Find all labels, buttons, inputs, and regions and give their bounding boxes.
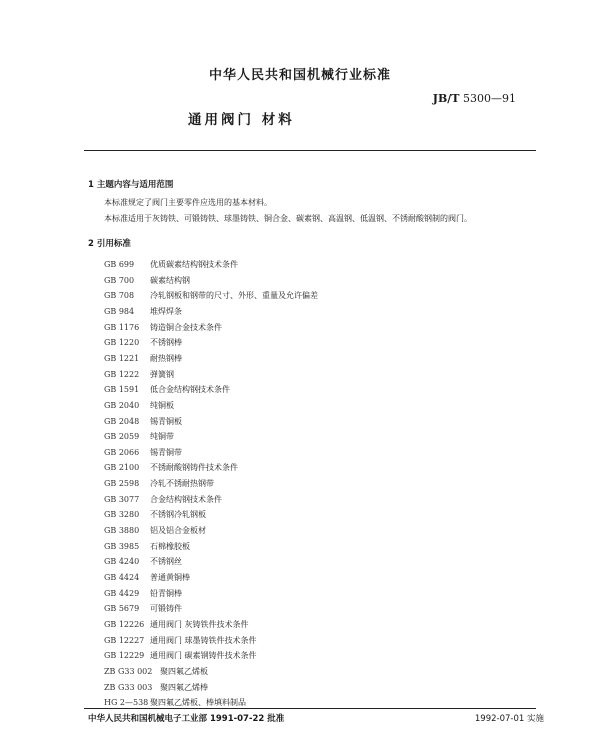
reference-title: 不锈钢丝 bbox=[150, 557, 182, 567]
reference-code: GB 2598 bbox=[104, 479, 140, 489]
reference-item bbox=[104, 666, 208, 680]
reference-title: 通用阀门 灰铸铁件技术条件 bbox=[150, 619, 249, 629]
reference-title: 聚四氟乙烯板、棒填料制品 bbox=[150, 698, 246, 708]
reference-code: GB 1591 bbox=[104, 385, 140, 395]
reference-code: GB 5679 bbox=[104, 604, 140, 614]
reference-code: GB 984 bbox=[104, 306, 135, 316]
reference-item bbox=[104, 384, 230, 398]
reference-code: GB 12229 bbox=[104, 651, 145, 661]
reference-code: GB 1176 bbox=[104, 322, 140, 332]
reference-code: GB 699 bbox=[104, 260, 135, 269]
reference-code: GB 1222 bbox=[104, 369, 140, 379]
reference-title: 锡青铜带 bbox=[150, 447, 182, 457]
reference-code: ZB G33 003 bbox=[104, 682, 153, 692]
reference-title: 铅青铜棒 bbox=[150, 588, 182, 598]
reference-item bbox=[104, 275, 190, 289]
reference-item bbox=[104, 322, 222, 336]
reference-item bbox=[104, 416, 182, 430]
reference-title: 纯铜板 bbox=[150, 400, 174, 410]
reference-item bbox=[104, 400, 174, 414]
reference-item bbox=[104, 619, 249, 633]
reference-item bbox=[104, 650, 257, 664]
reference-title: 铝及铝合金板材 bbox=[150, 526, 206, 536]
reference-item bbox=[104, 290, 318, 304]
reference-title: 碳素结构钢 bbox=[150, 275, 190, 285]
reference-item bbox=[104, 697, 246, 711]
reference-code: ZB G33 002 bbox=[104, 666, 153, 676]
reference-title: 不锈钢棒 bbox=[150, 338, 182, 348]
footer-divider bbox=[84, 708, 536, 709]
reference-code: GB 3985 bbox=[104, 541, 140, 551]
reference-code: GB 3880 bbox=[104, 526, 140, 536]
reference-code: GB 2048 bbox=[104, 416, 140, 426]
reference-title: 铸造铜合金技术条件 bbox=[150, 322, 222, 332]
reference-code: GB 3077 bbox=[104, 494, 140, 504]
reference-title: 纯铜带 bbox=[150, 432, 174, 442]
reference-title: 不锈耐酸钢铸件技术条件 bbox=[150, 463, 238, 473]
reference-item bbox=[104, 572, 190, 586]
reference-code: GB 2040 bbox=[104, 400, 140, 410]
implementation-date: 1992-07-01 实施 bbox=[474, 714, 544, 724]
reference-code: GB 2066 bbox=[104, 447, 140, 457]
reference-item bbox=[104, 635, 257, 649]
reference-title: 通用阀门 碳素钢铸件技术条件 bbox=[150, 651, 257, 661]
reference-code: GB 12226 bbox=[104, 619, 145, 629]
reference-code: GB 2100 bbox=[104, 463, 140, 473]
reference-item bbox=[104, 682, 208, 696]
reference-title: 聚四氟乙烯棒 bbox=[160, 682, 208, 692]
reference-item bbox=[104, 509, 206, 523]
reference-item bbox=[104, 353, 182, 367]
reference-code: GB 4429 bbox=[104, 588, 140, 598]
reference-code: GB 3280 bbox=[104, 510, 140, 520]
standard-number-value: 5300—91 bbox=[463, 92, 516, 105]
reference-code: GB 4240 bbox=[104, 557, 140, 567]
standard-issuer: 中华人民共和国机械行业标准 bbox=[208, 68, 391, 83]
document-title: 通用阀门 材料 bbox=[188, 112, 295, 128]
reference-code: GB 1220 bbox=[104, 338, 140, 348]
reference-item bbox=[104, 431, 174, 445]
reference-item bbox=[104, 447, 182, 461]
reference-title: 冷轧不锈耐热钢带 bbox=[150, 479, 214, 489]
reference-title: 堆焊焊条 bbox=[150, 306, 182, 316]
reference-title: 普通黄铜棒 bbox=[150, 573, 190, 582]
section-2-heading: 2 引用标准 bbox=[88, 239, 131, 249]
header-divider bbox=[84, 150, 536, 151]
reference-title: 优质碳素结构钢技术条件 bbox=[150, 260, 238, 269]
reference-title: 可锻铸件 bbox=[150, 604, 182, 614]
standard-number bbox=[433, 92, 516, 105]
reference-item bbox=[104, 494, 222, 508]
reference-code: GB 708 bbox=[104, 291, 135, 301]
reference-code: GB 4424 bbox=[104, 573, 140, 582]
reference-title: 锡青铜板 bbox=[150, 416, 182, 426]
reference-code: HG 2—538 bbox=[104, 698, 149, 708]
reference-code: GB 12227 bbox=[104, 635, 145, 645]
reference-item bbox=[104, 462, 238, 476]
reference-item bbox=[104, 259, 238, 273]
section-1-paragraph-1: 本标准规定了阀门主要零件应选用的基本材料。 bbox=[104, 198, 272, 207]
reference-item bbox=[104, 306, 182, 320]
reference-item bbox=[104, 337, 182, 351]
section-1-paragraph-2: 本标准适用于灰铸铁、可锻铸铁、球墨铸铁、铜合金、碳素钢、高温钢、低温钢、不锈耐酸钢制的阀门。 bbox=[104, 214, 472, 223]
reference-item bbox=[104, 525, 206, 539]
reference-title: 石棉橡胶板 bbox=[150, 541, 190, 551]
reference-item bbox=[104, 369, 174, 383]
reference-item bbox=[104, 478, 214, 492]
standard-prefix: JB/T bbox=[432, 92, 460, 105]
reference-item bbox=[104, 603, 182, 617]
reference-title: 不锈钢冷轧钢板 bbox=[150, 510, 206, 520]
approval-note: 中华人民共和国机械电子工业部 1991-07-22 批准 bbox=[88, 714, 285, 724]
reference-title: 冷轧钢板和钢带的尺寸、外形、重量及允许偏差 bbox=[150, 291, 318, 301]
reference-title: 聚四氟乙烯板 bbox=[160, 666, 208, 676]
section-1-heading: 1 主题内容与适用范围 bbox=[88, 180, 174, 190]
reference-title: 通用阀门 球墨铸铁件技术条件 bbox=[150, 635, 257, 645]
reference-title: 耐热钢棒 bbox=[150, 353, 182, 363]
reference-code: GB 1221 bbox=[104, 353, 140, 363]
reference-item bbox=[104, 556, 182, 570]
reference-code: GB 700 bbox=[104, 275, 135, 285]
reference-item bbox=[104, 588, 182, 602]
reference-title: 合金结构钢技术条件 bbox=[150, 494, 222, 504]
reference-title: 弹簧钢 bbox=[150, 369, 174, 379]
reference-code: GB 2059 bbox=[104, 432, 140, 442]
reference-title: 低合金结构钢技术条件 bbox=[150, 385, 230, 395]
reference-item bbox=[104, 541, 190, 555]
